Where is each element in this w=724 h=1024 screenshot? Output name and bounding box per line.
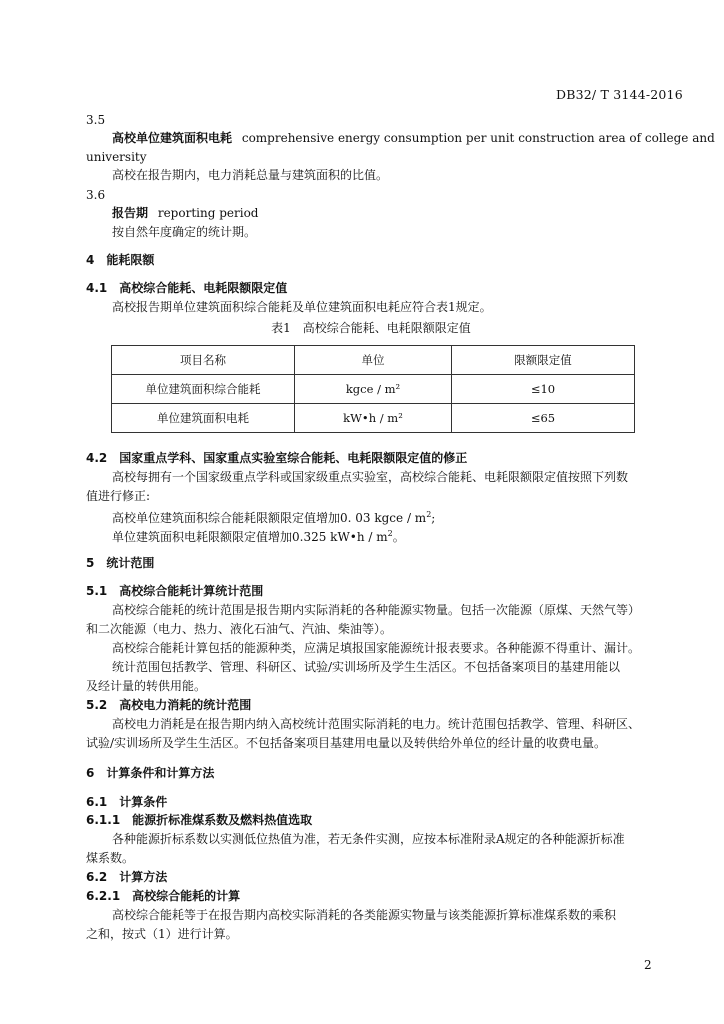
clause-number-3-6: 3.6 bbox=[86, 188, 106, 202]
section-5-1-heading: 5.1 高校综合能耗计算统计范围 bbox=[86, 584, 264, 598]
term-3-5 bbox=[112, 130, 715, 146]
section-5-1-body: 高校综合能耗的统计范围是报告期内实际消耗的各种能源实物量。包括一次能源（原煤、天然气等） bbox=[112, 603, 641, 617]
page-number: 2 bbox=[644, 958, 652, 972]
definition-3-6: 按自然年度确定的统计期。 bbox=[112, 225, 257, 239]
table-cell: kW•h / m² bbox=[295, 404, 452, 433]
term-en: comprehensive energy consumption per unit construction area of college and bbox=[241, 131, 715, 145]
section-6-1-1-body: 煤系数。 bbox=[86, 851, 135, 865]
section-4-heading: 4 能耗限额 bbox=[86, 253, 155, 267]
term-en: reporting period bbox=[157, 206, 259, 220]
clause-number-3-5: 3.5 bbox=[86, 113, 106, 127]
table-caption: 表1 高校综合能耗、电耗限额限定值 bbox=[271, 321, 471, 335]
section-6-1-1-heading: 6.1.1 能源折标准煤系数及燃料热值选取 bbox=[86, 813, 313, 827]
section-6-1-1-body: 各种能源折标系数以实测低位热值为准，若无条件实测，应按本标准附录A规定的各种能源折标准 bbox=[112, 832, 625, 846]
table-cell: 单位建筑面积综合能耗 bbox=[112, 375, 295, 404]
term-en-continued: university bbox=[86, 150, 147, 164]
table-cell: ≤10 bbox=[451, 375, 634, 404]
section-4-1-heading: 4.1 高校综合能耗、电耗限额限定值 bbox=[86, 281, 288, 295]
limit-table bbox=[111, 345, 635, 433]
section-5-1-body: 高校综合能耗计算包括的能源种类，应满足填报国家能源统计报表要求。各种能源不得重计、漏计。 bbox=[112, 641, 641, 655]
section-5-heading: 5 统计范围 bbox=[86, 556, 155, 570]
term-3-6 bbox=[112, 205, 258, 221]
term-cn: 高校单位建筑面积电耗 bbox=[112, 131, 233, 145]
section-6-2-1-heading: 6.2.1 高校综合能耗的计算 bbox=[86, 889, 241, 903]
section-6-1-heading: 6.1 计算条件 bbox=[86, 795, 168, 809]
section-5-2-body: 高校电力消耗是在报告期内纳入高校统计范围实际消耗的电力。统计范围包括教学、管理、科研区、 bbox=[112, 717, 641, 731]
correction-energy: 高校单位建筑面积综合能耗限额限定值增加0. 03 kgce / $m^2$; bbox=[112, 510, 436, 525]
table-header-row bbox=[112, 346, 635, 375]
table-cell: kgce / m² bbox=[295, 375, 452, 404]
section-6-2-1-body: 之和，按式（1）进行计算。 bbox=[86, 927, 238, 941]
term-cn: 报告期 bbox=[112, 206, 149, 220]
section-6-heading: 6 计算条件和计算方法 bbox=[86, 766, 215, 780]
section-5-1-body: 和二次能源（电力、热力、液化石油气、汽油、柴油等）。 bbox=[86, 622, 393, 636]
table-header-cell: 限额限定值 bbox=[451, 346, 634, 375]
correction-electricity: 单位建筑面积电耗限额限定值增加0.325 kW•h / $m^2$。 bbox=[112, 529, 405, 544]
standard-code: DB32/ T 3144-2016 bbox=[556, 87, 683, 102]
section-5-2-body: 试验/实训场所及学生生活区。不包括备案项目基建用电量以及转供给外单位的经计量的收费电量。 bbox=[86, 736, 607, 750]
definition-3-5: 高校在报告期内，电力消耗总量与建筑面积的比值。 bbox=[112, 168, 389, 182]
section-6-2-heading: 6.2 计算方法 bbox=[86, 870, 168, 884]
section-4-2-body: 高校每拥有一个国家级重点学科或国家级重点实验室，高校综合能耗、电耗限额限定值按照下列数 bbox=[112, 470, 629, 484]
table-header-cell: 单位 bbox=[295, 346, 452, 375]
table-cell: 单位建筑面积电耗 bbox=[112, 404, 295, 433]
section-5-1-body: 统计范围包括教学、管理、科研区、试验/实训场所及学生生活区。不包括备案项目的基建用能以 bbox=[112, 660, 621, 674]
table-row bbox=[112, 375, 635, 404]
table-header-cell: 项目名称 bbox=[112, 346, 295, 375]
section-5-2-heading: 5.2 高校电力消耗的统计范围 bbox=[86, 698, 252, 712]
section-4-2-heading: 4.2 国家重点学科、国家重点实验室综合能耗、电耗限额限定值的修正 bbox=[86, 451, 468, 465]
section-5-1-body: 及经计量的转供用能。 bbox=[86, 679, 207, 693]
table-row bbox=[112, 404, 635, 433]
section-6-2-1-body: 高校综合能耗等于在报告期内高校实际消耗的各类能源实物量与该类能源折算标准煤系数的乘积 bbox=[112, 908, 617, 922]
table-cell: ≤65 bbox=[451, 404, 634, 433]
section-4-2-body-cont: 值进行修正: bbox=[86, 489, 151, 503]
section-4-1-body: 高校报告期单位建筑面积综合能耗及单位建筑面积电耗应符合表1规定。 bbox=[112, 300, 492, 314]
